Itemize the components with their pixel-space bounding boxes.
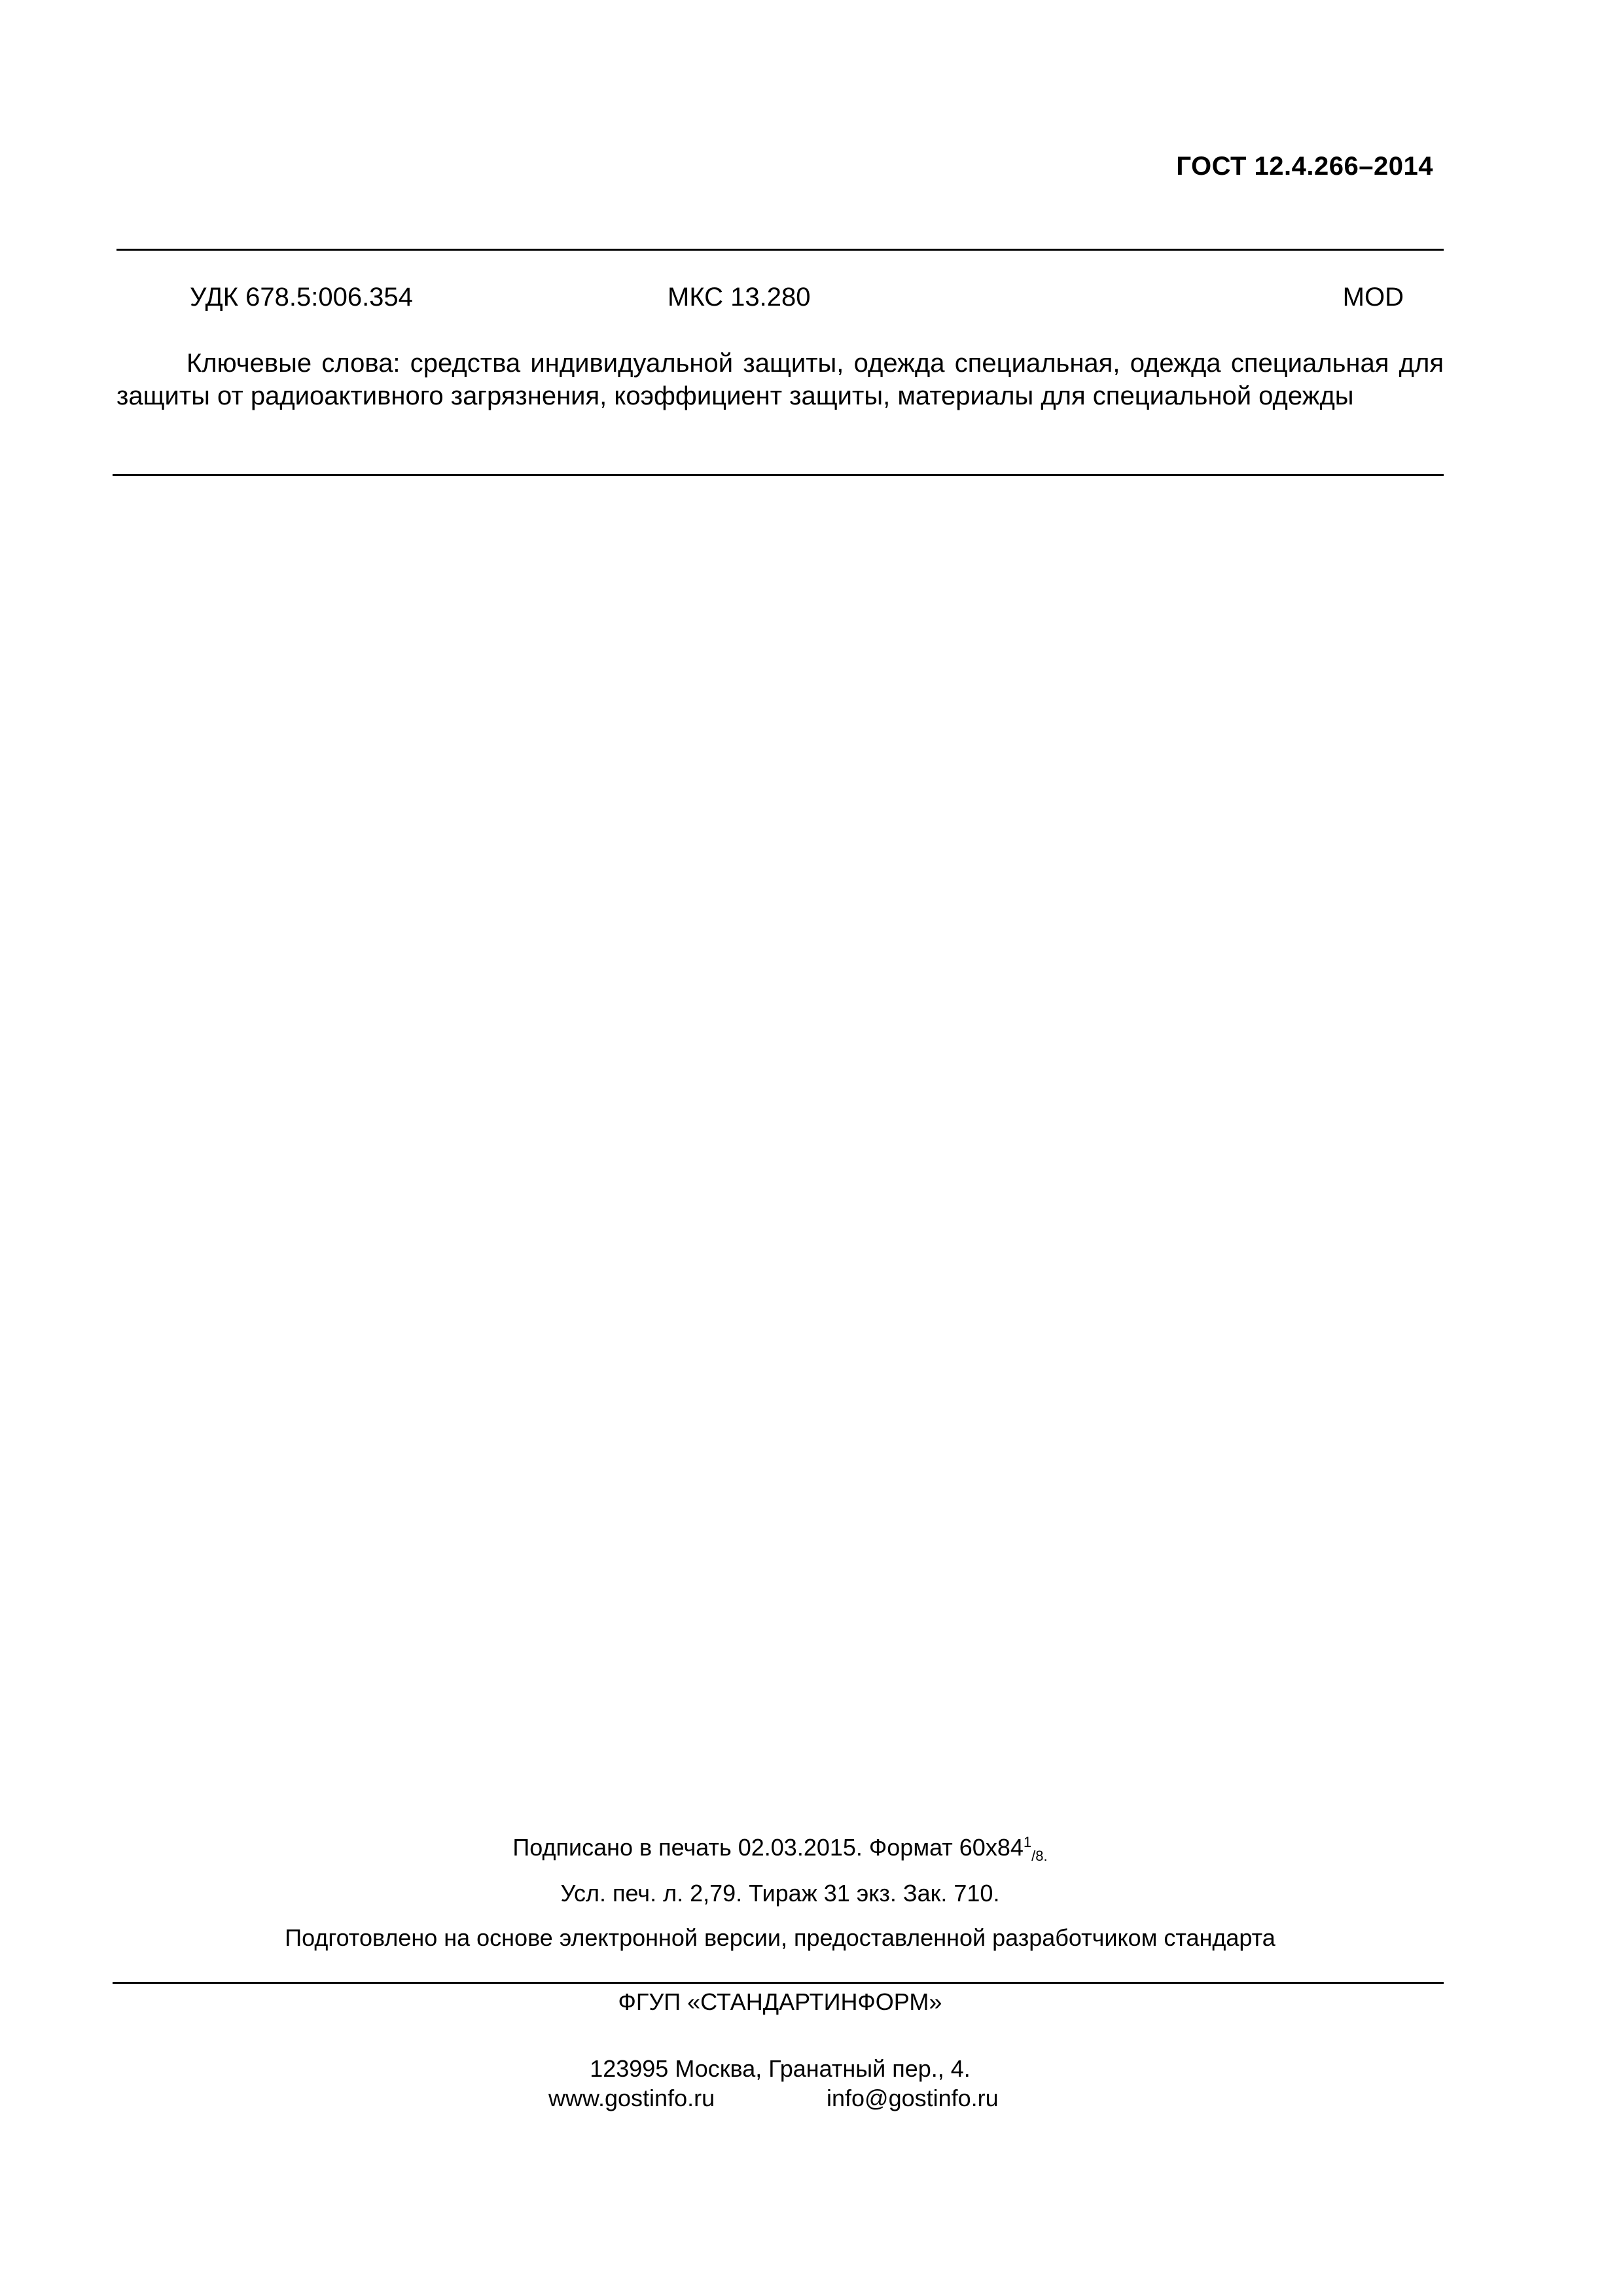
publisher-email-link[interactable]: info@gostinfo.ru	[827, 2085, 999, 2111]
publisher-website-link[interactable]: www.gostinfo.ru	[548, 2085, 715, 2111]
keywords-divider	[113, 474, 1444, 476]
keywords-paragraph: Ключевые слова: средства индивидуальной защиты, одежда специальная, одежда специальная для защиты от радиоактивного загрязнения, коэффициент защиты, материалы для специальной одежды	[116, 349, 1444, 410]
publisher-name: ФГУП «СТАНДАРТИНФОРМ»	[618, 1988, 942, 2015]
print-info-line: Усл. печ. л. 2,79. Тираж 31 экз. Зак. 710.	[560, 1880, 1000, 1907]
udk-code: УДК 678.5:006.354	[190, 283, 413, 312]
standard-code: ГОСТ 12.4.266–2014	[1176, 152, 1433, 181]
signed-to-print-text: Подписано в печать 02.03.2015. Формат 60x84	[512, 1834, 1024, 1861]
harmonization-degree: MOD	[1342, 283, 1404, 312]
top-divider	[116, 249, 1444, 251]
publisher-address: 123995 Москва, Гранатный пер., 4.	[590, 2055, 971, 2082]
signed-to-print-line	[116, 1834, 1444, 1865]
mks-code: МКС 13.280	[668, 283, 811, 312]
publisher-divider	[113, 1982, 1444, 1984]
format-numerator: 1	[1023, 1834, 1032, 1850]
prepared-note: Подготовлено на основе электронной версии, предоставленной разработчиком стандарта	[285, 1924, 1275, 1951]
format-denominator: /8.	[1031, 1848, 1048, 1865]
